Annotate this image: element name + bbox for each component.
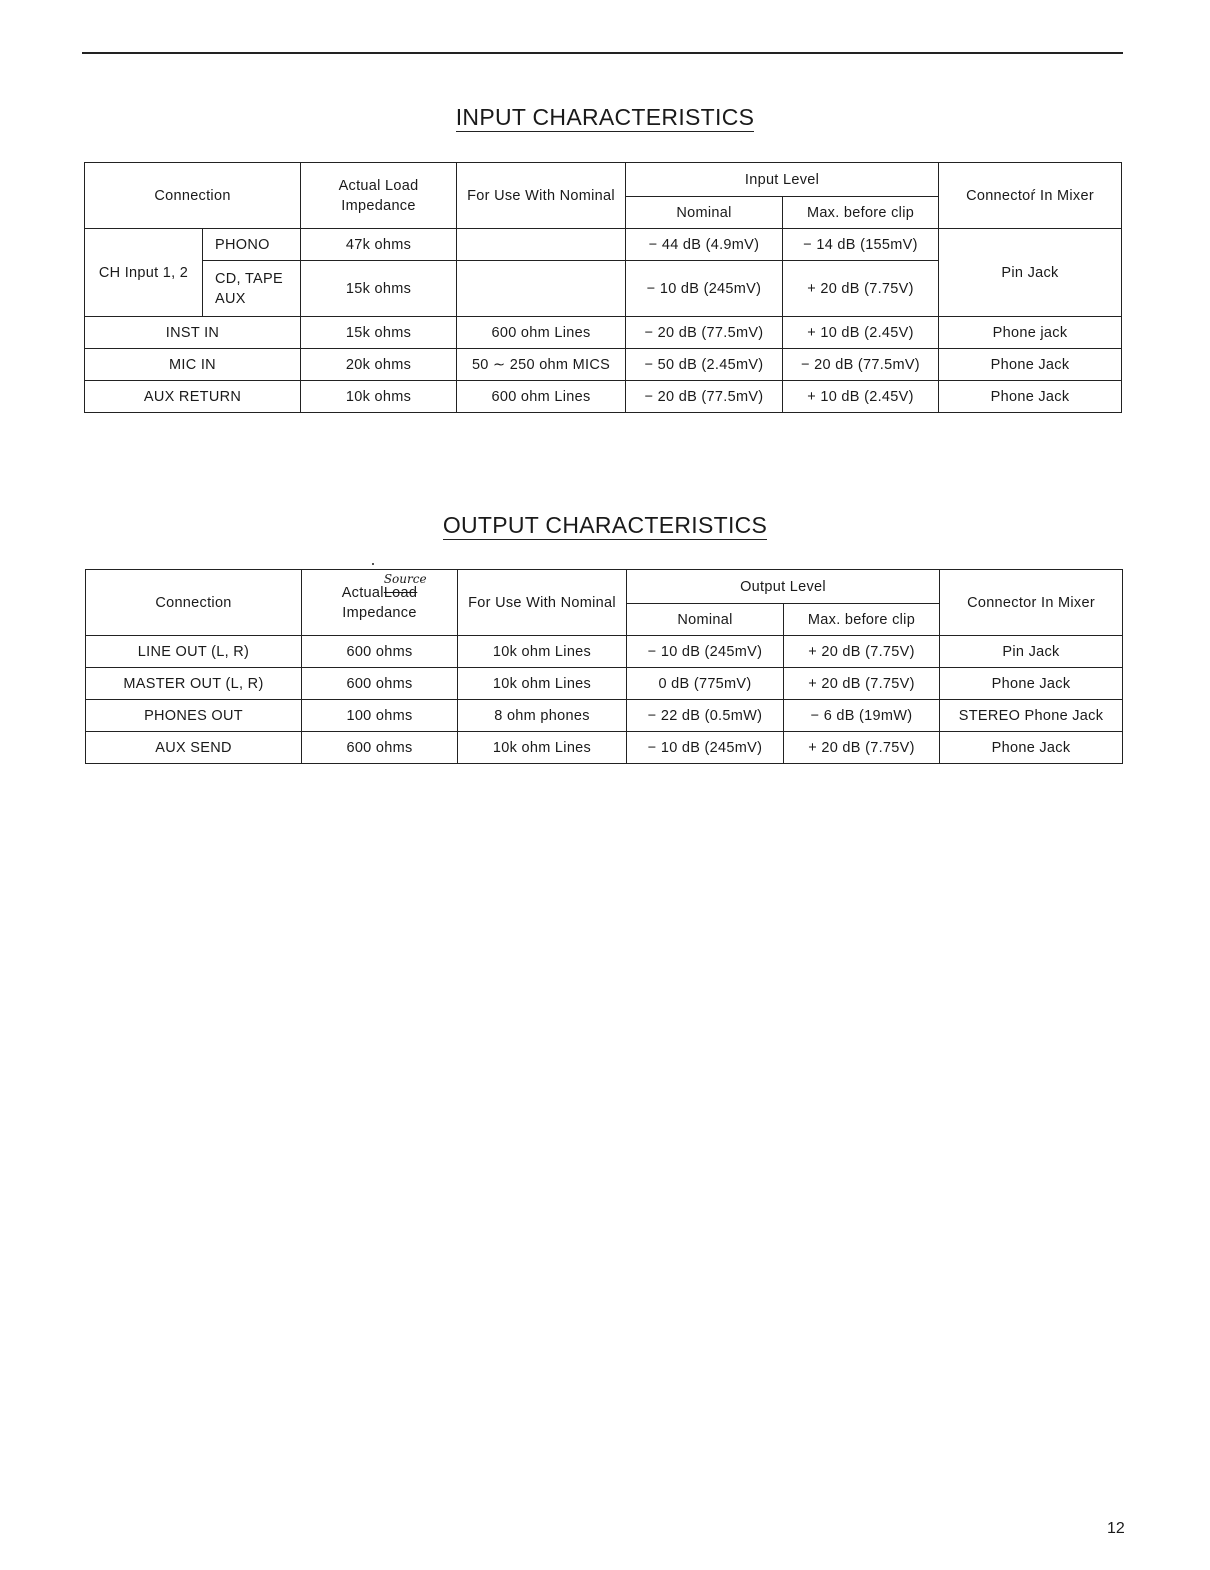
table-row — [85, 229, 1122, 261]
impedance-suffix: Impedance — [342, 604, 417, 621]
output-header-impedance — [302, 570, 458, 636]
output-header-nominal: Nominal — [627, 604, 784, 636]
input-header-for-use: For Use With Nominal — [457, 163, 626, 229]
row-nominal: − 10 dB (245mV) — [627, 732, 784, 764]
row-connector: STEREO Phone Jack — [940, 700, 1123, 732]
row-for-use: 10k ohm Lines — [458, 732, 627, 764]
output-header-connection: Connection — [86, 570, 302, 636]
input-characteristics-table — [84, 162, 1122, 413]
row-connection: LINE OUT (L, R) — [86, 636, 302, 668]
handwritten-source-note: Source — [383, 571, 427, 586]
row-nominal: − 44 dB (4.9mV) — [626, 229, 783, 261]
row-impedance: 15k ohms — [301, 261, 457, 317]
row-impedance: 15k ohms — [301, 317, 457, 349]
page-number: 12 — [1107, 1520, 1125, 1537]
row-connection: MIC IN — [85, 349, 301, 381]
struck-load-text: Load — [383, 584, 418, 601]
row-nominal: 0 dB (775mV) — [627, 668, 784, 700]
table-row — [86, 732, 1123, 764]
row-connection: CD, TAPE AUX — [203, 261, 301, 317]
row-nominal: − 50 dB (2.45mV) — [626, 349, 783, 381]
row-impedance: 600 ohms — [302, 668, 458, 700]
row-impedance: 10k ohms — [301, 381, 457, 413]
ch-input-connector: Pin Jack — [939, 229, 1122, 317]
row-max-clip: − 14 dB (155mV) — [783, 229, 939, 261]
output-title-text: OUTPUT CHARACTERISTICS — [442, 512, 768, 538]
row-for-use — [457, 229, 626, 261]
ch-input-group-label: CH Input 1, 2 — [85, 229, 203, 317]
input-header-nominal: Nominal — [626, 197, 783, 229]
row-for-use: 10k ohm Lines — [458, 668, 627, 700]
table-row — [86, 636, 1123, 668]
row-nominal: − 22 dB (0.5mW) — [627, 700, 784, 732]
input-title-text: INPUT CHARACTERISTICS — [455, 104, 755, 130]
row-max-clip: − 6 dB (19mW) — [784, 700, 940, 732]
row-connection: PHONES OUT — [86, 700, 302, 732]
row-nominal: − 20 dB (77.5mV) — [626, 317, 783, 349]
row-connector: Phone Jack — [939, 381, 1122, 413]
row-for-use: 10k ohm Lines — [458, 636, 627, 668]
input-header-impedance: Actual Load Impedance — [301, 163, 457, 229]
output-header-row — [86, 570, 1123, 604]
row-nominal: − 10 dB (245mV) — [626, 261, 783, 317]
row-connector: Phone Jack — [940, 732, 1123, 764]
row-connection: AUX SEND — [86, 732, 302, 764]
row-for-use — [457, 261, 626, 317]
output-characteristics-table — [85, 569, 1123, 764]
input-section-title — [0, 104, 1210, 131]
row-connector: Pin Jack — [940, 636, 1123, 668]
row-impedance: 600 ohms — [302, 636, 458, 668]
output-header-connector: Connector In Mixer — [940, 570, 1123, 636]
row-for-use: 50 ∼ 250 ohm MICS — [457, 349, 626, 381]
row-nominal: − 10 dB (245mV) — [627, 636, 784, 668]
row-for-use: 600 ohm Lines — [457, 381, 626, 413]
row-max-clip: + 20 dB (7.75V) — [783, 261, 939, 317]
input-header-connection: Connection — [85, 163, 301, 229]
row-for-use: 8 ohm phones — [458, 700, 627, 732]
row-max-clip: + 10 dB (2.45V) — [783, 381, 939, 413]
row-max-clip: + 20 dB (7.75V) — [784, 668, 940, 700]
row-connection: MASTER OUT (L, R) — [86, 668, 302, 700]
row-max-clip: − 20 dB (77.5mV) — [783, 349, 939, 381]
row-impedance: 20k ohms — [301, 349, 457, 381]
output-section-title — [0, 512, 1210, 539]
row-max-clip: + 20 dB (7.75V) — [784, 732, 940, 764]
row-connector: Phone Jack — [939, 349, 1122, 381]
table-row — [86, 668, 1123, 700]
row-impedance: 100 ohms — [302, 700, 458, 732]
impedance-prefix: Actual — [341, 584, 384, 601]
output-header-level-group: Output Level — [627, 570, 940, 604]
input-header-row — [85, 163, 1122, 197]
impedance-label-line1 — [341, 571, 427, 603]
row-connector: Phone Jack — [940, 668, 1123, 700]
output-header-max-clip: Max. before clip — [784, 604, 940, 636]
table-row — [85, 349, 1122, 381]
top-rule — [82, 52, 1123, 54]
row-connector: Phone jack — [939, 317, 1122, 349]
row-impedance: 600 ohms — [302, 732, 458, 764]
row-max-clip: + 20 dB (7.75V) — [784, 636, 940, 668]
table-row — [85, 317, 1122, 349]
row-max-clip: + 10 dB (2.45V) — [783, 317, 939, 349]
row-connection: INST IN — [85, 317, 301, 349]
row-for-use: 600 ohm Lines — [457, 317, 626, 349]
stray-mark — [372, 563, 374, 565]
table-row — [86, 700, 1123, 732]
input-header-level-group: Input Level — [626, 163, 939, 197]
row-connection: PHONO — [203, 229, 301, 261]
input-header-connector: Connectoŕ In Mixer — [939, 163, 1122, 229]
output-header-for-use: For Use With Nominal — [458, 570, 627, 636]
row-impedance: 47k ohms — [301, 229, 457, 261]
input-header-max-clip: Max. before clip — [783, 197, 939, 229]
row-nominal: − 20 dB (77.5mV) — [626, 381, 783, 413]
row-connection: AUX RETURN — [85, 381, 301, 413]
table-row — [85, 381, 1122, 413]
